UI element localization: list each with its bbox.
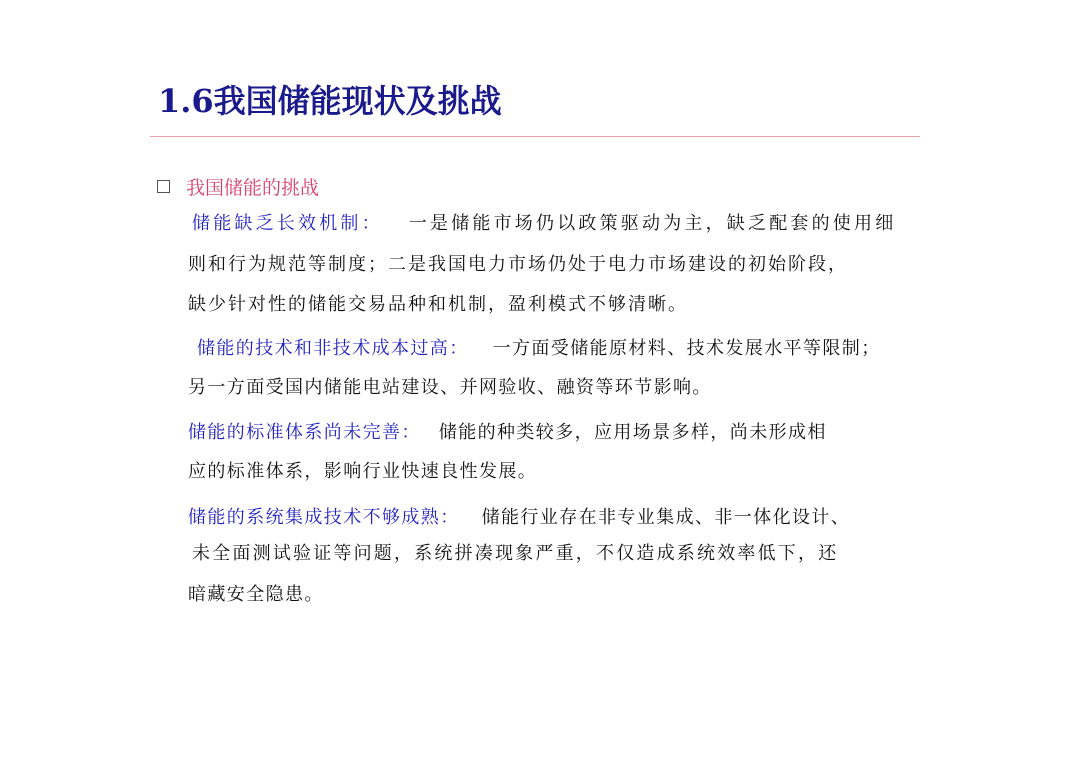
challenge-label: 储能的系统集成技术不够成熟： [188, 507, 460, 528]
challenge-label: 储能的技术和非技术成本过高： [197, 338, 469, 359]
square-bullet-icon [157, 180, 170, 193]
challenge-label: 储能的标准体系尚未完善： [188, 422, 421, 443]
challenge-line [188, 505, 850, 531]
challenge-text: 一方面受储能原材料、技术发展水平等限制； [492, 338, 881, 359]
challenge-label: 储能缺乏长效机制： [192, 213, 383, 234]
challenge-line: 缺少针对性的储能交易品种和机制，盈利模式不够清晰。 [188, 294, 688, 315]
challenge-line: 应的标准体系，影响行业快速良性发展。 [188, 461, 538, 482]
section-heading [157, 173, 319, 199]
challenge-text: 储能行业存在非专业集成、非一体化设计、 [481, 507, 851, 528]
title-divider [150, 136, 920, 137]
challenge-line: 暗藏安全隐患。 [188, 584, 324, 605]
challenge-line: 另一方面受国内储能电站建设、并网验收、融资等环节影响。 [188, 377, 712, 398]
challenge-line [197, 336, 881, 362]
challenge-line [192, 211, 896, 237]
challenge-text: 一是储能市场仍以政策驱动为主，缺乏配套的使用细 [408, 213, 897, 234]
challenge-line [188, 420, 827, 446]
challenge-line: 未全面测试验证等问题，系统拼凑现象严重，不仅造成系统效率低下，还 [192, 543, 839, 564]
page-title: 1.6我国储能现状及挑战 [158, 82, 502, 120]
challenge-text: 储能的种类较多，应用场景多样，尚未形成相 [438, 422, 827, 443]
section-heading-label: 我国储能的挑战 [186, 176, 320, 199]
challenge-line: 则和行为规范等制度；二是我国电力市场仍处于电力市场建设的初始阶段， [188, 254, 848, 275]
